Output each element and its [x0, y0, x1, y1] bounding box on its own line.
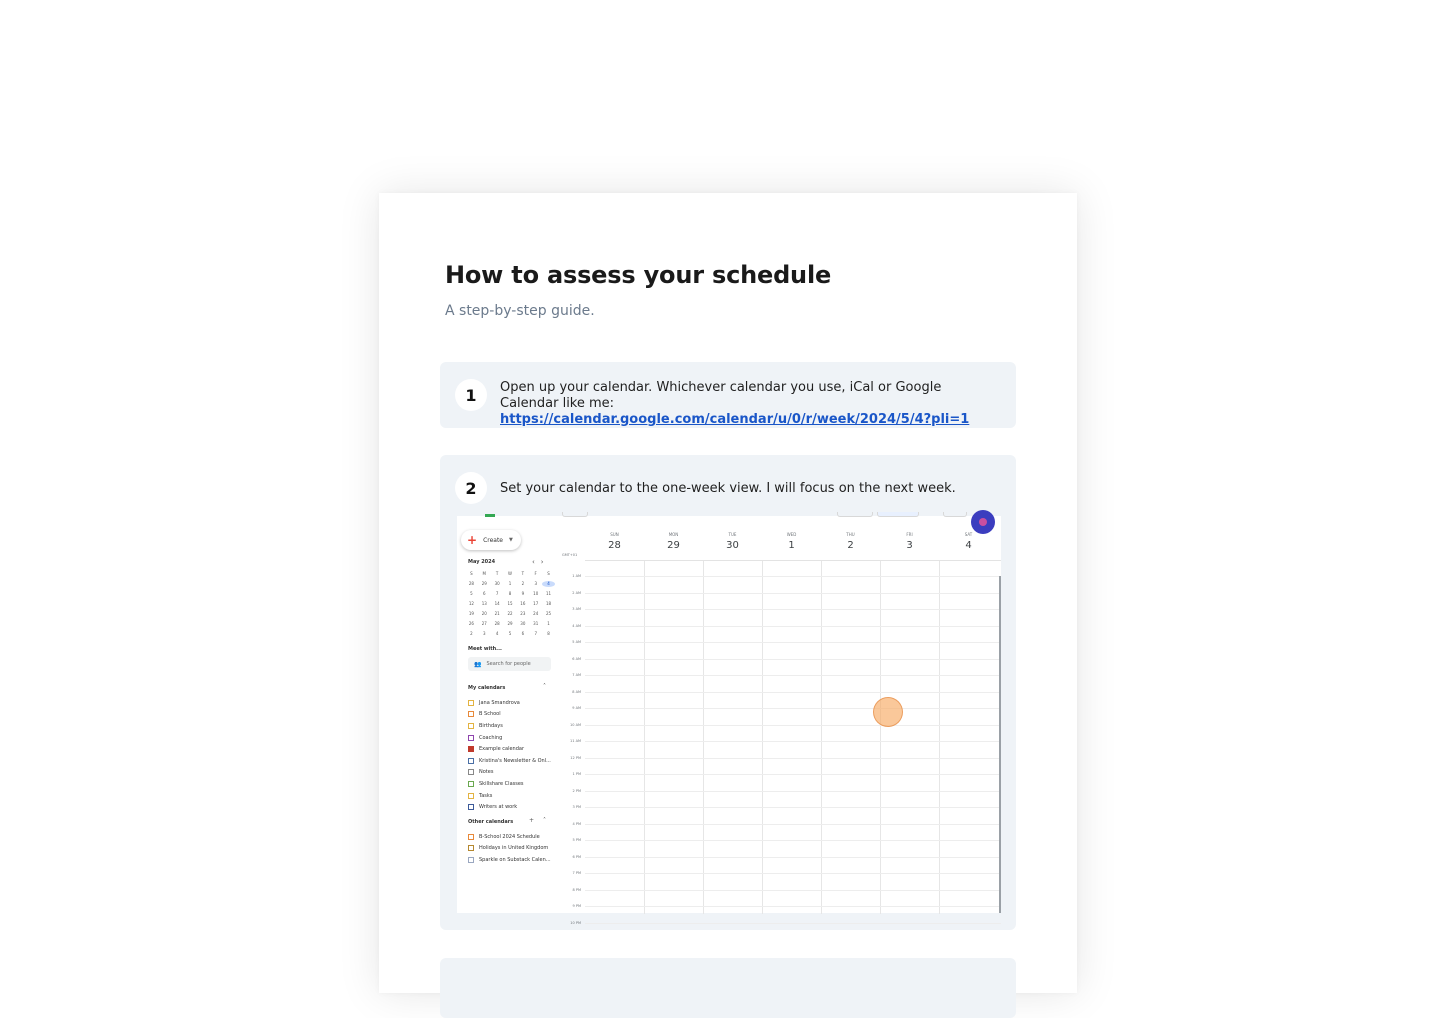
day-header[interactable] [703, 532, 762, 551]
day-divider [644, 561, 645, 914]
mini-day[interactable]: 30 [520, 621, 526, 626]
mini-day[interactable]: 15 [507, 601, 513, 606]
collapse-icon[interactable]: ˄ [543, 817, 546, 824]
hour-label: 2 PM [572, 788, 581, 793]
hour-row [572, 838, 1001, 842]
hour-row [572, 590, 1001, 595]
mini-day[interactable]: 9 [521, 591, 525, 596]
step-2-text: Set your calendar to the one-week view. I will focus on the next week. [500, 481, 956, 496]
mini-day[interactable]: 21 [494, 611, 500, 616]
calendar-name: Notes [479, 769, 494, 776]
create-label: Create [483, 536, 503, 544]
mini-weekday: T [521, 571, 525, 576]
calendar-name: Writers at work [479, 804, 518, 811]
people-icon: 👥 [474, 660, 482, 668]
mini-day[interactable]: 8 [508, 591, 512, 596]
mini-day[interactable]: 6 [483, 591, 486, 596]
calendar-list-item[interactable] [468, 755, 560, 767]
calendar-list-item[interactable] [468, 843, 560, 855]
mini-calendar[interactable] [465, 571, 555, 637]
mini-day[interactable]: 2 [470, 631, 473, 636]
collapse-icon[interactable]: ˄ [543, 683, 546, 690]
mini-day[interactable]: 8 [547, 631, 550, 636]
day-number: 29 [667, 540, 680, 551]
hour-label: 11 AM [570, 739, 581, 743]
mini-day[interactable]: 27 [481, 621, 487, 626]
calendar-list-item[interactable] [468, 854, 560, 866]
mini-day[interactable]: 29 [507, 621, 513, 626]
hour-row [570, 755, 1001, 760]
hour-label: 8 PM [572, 887, 581, 892]
page-title: How to assess your schedule [445, 261, 832, 289]
mini-day[interactable]: 3 [483, 631, 486, 636]
hour-label: 7 AM [572, 673, 581, 677]
hour-row [572, 673, 1001, 677]
week-grid[interactable] [570, 560, 1001, 925]
my-calendars-label: My calendars [468, 685, 506, 691]
mini-day[interactable]: 4 [542, 581, 555, 587]
hour-label: 9 AM [572, 706, 581, 710]
checkbox[interactable] [468, 781, 474, 787]
day-name: SUN [610, 532, 619, 537]
hour-row [572, 871, 1001, 875]
step-number: 1 [455, 379, 487, 411]
calendar-list-item[interactable] [468, 801, 560, 813]
mini-month-nav[interactable]: ‹› [532, 558, 550, 566]
page-subtitle: A step-by-step guide. [445, 303, 595, 319]
hour-row [570, 739, 1001, 743]
day-header[interactable] [821, 532, 880, 551]
avatar-image [979, 518, 987, 526]
mini-day[interactable]: 19 [468, 611, 474, 616]
calendar-list-item[interactable] [468, 778, 560, 790]
hour-row [572, 640, 1001, 644]
week-view [562, 516, 1001, 925]
calendar-name: Skillshare Classes [479, 780, 524, 787]
mini-day[interactable]: 5 [508, 631, 512, 636]
mini-day[interactable]: 4 [495, 631, 499, 636]
calendar-name: Example calendar [479, 746, 525, 753]
hour-row [572, 854, 1001, 859]
calendar-list-item[interactable] [468, 743, 560, 755]
day-header[interactable] [762, 532, 821, 551]
mini-day[interactable]: 1 [508, 581, 512, 586]
mini-day[interactable]: 6 [521, 631, 525, 636]
hour-row [572, 656, 1001, 661]
calendar-name: Holidays in United Kingdom [479, 845, 549, 852]
avatar[interactable] [971, 510, 995, 534]
calendar-list-item[interactable] [468, 831, 560, 843]
hour-row [572, 805, 1001, 809]
mini-day[interactable]: 13 [481, 601, 487, 606]
hour-row [572, 623, 1001, 628]
calendar-link[interactable]: https://calendar.google.com/calendar/u/0/r/week/2024/5/4?pli=1 [500, 412, 970, 427]
hour-label: 5 AM [572, 640, 581, 644]
hour-label: 1 PM [572, 772, 581, 776]
day-divider [703, 561, 704, 914]
mini-day[interactable]: 18 [546, 601, 552, 606]
day-name: THU [846, 532, 855, 537]
hour-label: 4 AM [572, 623, 581, 628]
mini-day[interactable]: 23 [520, 611, 526, 616]
mini-day[interactable]: 24 [533, 611, 539, 616]
hour-label: 7 PM [572, 871, 581, 875]
calendar-list-item[interactable] [468, 767, 560, 779]
mini-day[interactable]: 12 [468, 601, 474, 606]
checkbox[interactable] [468, 857, 474, 863]
step-2-card [440, 455, 1016, 930]
day-header[interactable] [644, 532, 703, 551]
calendar-screenshot [457, 516, 1001, 925]
calendar-name: Jana Smandrova [479, 699, 520, 706]
calendar-list-item[interactable] [468, 697, 560, 709]
calendar-name: B School [479, 711, 501, 718]
my-calendars-list [468, 697, 560, 813]
timezone-label: GMT+01 [562, 553, 578, 557]
mini-day[interactable]: 20 [481, 611, 487, 616]
mini-day[interactable]: 30 [494, 581, 500, 586]
mini-day[interactable]: 7 [534, 631, 537, 636]
hour-label: 10 PM [570, 920, 581, 925]
hour-label: 6 AM [572, 656, 581, 661]
day-number: 3 [906, 540, 913, 551]
calendar-name: B-School 2024 Schedule [479, 833, 540, 840]
hour-row [572, 821, 1001, 826]
mini-day[interactable]: 14 [494, 601, 500, 606]
mini-weekday: M [482, 571, 486, 576]
mini-month-label: May 2024 [468, 559, 496, 565]
mini-day[interactable]: 2 [521, 581, 525, 586]
hour-row [572, 706, 1001, 710]
mini-day[interactable]: 26 [468, 621, 474, 626]
hour-label: 8 AM [572, 689, 581, 694]
day-number: 28 [608, 540, 621, 551]
calendar-name: Coaching [479, 734, 503, 741]
checkbox[interactable] [468, 804, 474, 810]
day-number: 1 [788, 540, 795, 551]
hour-row [572, 887, 1001, 892]
day-name: WED [786, 532, 797, 537]
hour-row [570, 722, 1001, 727]
day-number: 2 [847, 540, 854, 551]
mini-day[interactable]: 11 [546, 591, 552, 596]
hour-row [570, 920, 1001, 925]
day-name: FRI [906, 532, 913, 537]
mini-day[interactable]: 7 [495, 591, 499, 596]
mini-weekday: S [547, 571, 550, 576]
mini-day[interactable]: 16 [520, 601, 526, 606]
day-divider [821, 561, 822, 914]
day-divider [762, 561, 763, 914]
meet-with-label: Meet with... [468, 646, 502, 652]
mini-day[interactable]: 17 [533, 601, 539, 606]
step-text-content: Open up your calendar. Whichever calendar you use, iCal or Google Calendar like me: [500, 380, 942, 411]
checkbox[interactable] [468, 845, 474, 851]
create-button[interactable] [461, 530, 521, 550]
mini-day[interactable]: 28 [494, 621, 500, 626]
calendar-sidebar [457, 516, 565, 913]
checkbox[interactable] [468, 769, 474, 775]
hour-label: 4 PM [572, 821, 581, 826]
hour-label: 9 PM [572, 904, 581, 908]
mini-weekday: W [508, 571, 512, 576]
mini-day[interactable]: 1 [547, 621, 550, 626]
calendar-list-item[interactable] [468, 732, 560, 744]
mini-day[interactable]: 31 [533, 621, 539, 626]
mini-day[interactable]: 3 [534, 581, 537, 586]
hour-label: 5 PM [572, 838, 581, 842]
mini-weekday: T [495, 571, 499, 576]
day-number: 30 [726, 540, 739, 551]
hour-row [572, 607, 1001, 611]
day-header[interactable] [880, 532, 939, 551]
hour-label: 3 AM [572, 607, 581, 611]
calendar-list-item[interactable] [468, 790, 560, 802]
checkbox[interactable] [468, 735, 474, 741]
checkbox[interactable] [468, 793, 474, 799]
day-number: 4 [965, 540, 972, 551]
cursor-highlight [873, 697, 903, 727]
checkbox[interactable] [468, 723, 474, 729]
mini-day[interactable]: 22 [507, 611, 513, 616]
day-divider [880, 561, 881, 914]
plus-icon: + [467, 533, 478, 547]
calendar-list-item[interactable] [468, 709, 560, 721]
checkbox[interactable] [468, 700, 474, 706]
guide-card [379, 193, 1077, 993]
checkbox[interactable] [468, 758, 474, 764]
hour-row [572, 772, 1001, 776]
checkbox[interactable] [468, 746, 474, 752]
mini-weekday: S [470, 571, 473, 576]
mini-day[interactable]: 25 [546, 611, 552, 616]
caret-down-icon: ▼ [509, 537, 513, 543]
checkbox[interactable] [468, 834, 474, 840]
day-name: MON [668, 532, 679, 537]
other-calendars-label: Other calendars [468, 819, 514, 825]
day-header[interactable] [939, 532, 998, 551]
day-name: SAT [964, 532, 973, 537]
day-header[interactable] [585, 532, 644, 551]
calendar-name: Tasks [479, 792, 493, 799]
mini-day[interactable]: 5 [470, 591, 473, 596]
mini-day[interactable]: 28 [468, 581, 474, 586]
step-3-card [440, 958, 1016, 1018]
hour-label: 12 PM [570, 755, 581, 760]
mini-weekday: F [534, 571, 537, 576]
search-people-input[interactable] [468, 657, 551, 671]
day-divider [939, 561, 940, 914]
step-number: 2 [455, 472, 487, 504]
step-1-text [500, 380, 1000, 428]
calendar-name: Sparkle on Substack Calen... [479, 856, 551, 863]
mini-day[interactable]: 10 [533, 591, 539, 596]
hour-label: 10 AM [570, 722, 581, 727]
other-calendars-list [468, 831, 560, 866]
search-people-placeholder: Search for people [486, 661, 531, 667]
hour-label: 3 PM [572, 805, 581, 809]
hour-label: 1 AM [572, 574, 581, 578]
scrollbar[interactable] [999, 576, 1001, 913]
hour-row [572, 574, 1001, 578]
calendar-name: Kristina's Newsletter & Onl... [479, 757, 551, 764]
hour-label: 2 AM [572, 590, 581, 595]
step-1-card [440, 362, 1016, 428]
hour-row [572, 904, 1001, 908]
hour-row [572, 788, 1001, 793]
checkbox[interactable] [468, 711, 474, 717]
calendar-list-item[interactable] [468, 720, 560, 732]
mini-day[interactable]: 29 [481, 581, 487, 586]
calendar-name: Birthdays [479, 722, 503, 729]
hour-label: 6 PM [572, 854, 581, 859]
hour-row [572, 689, 1001, 694]
add-icon[interactable]: + [529, 817, 535, 824]
day-name: TUE [728, 532, 737, 537]
